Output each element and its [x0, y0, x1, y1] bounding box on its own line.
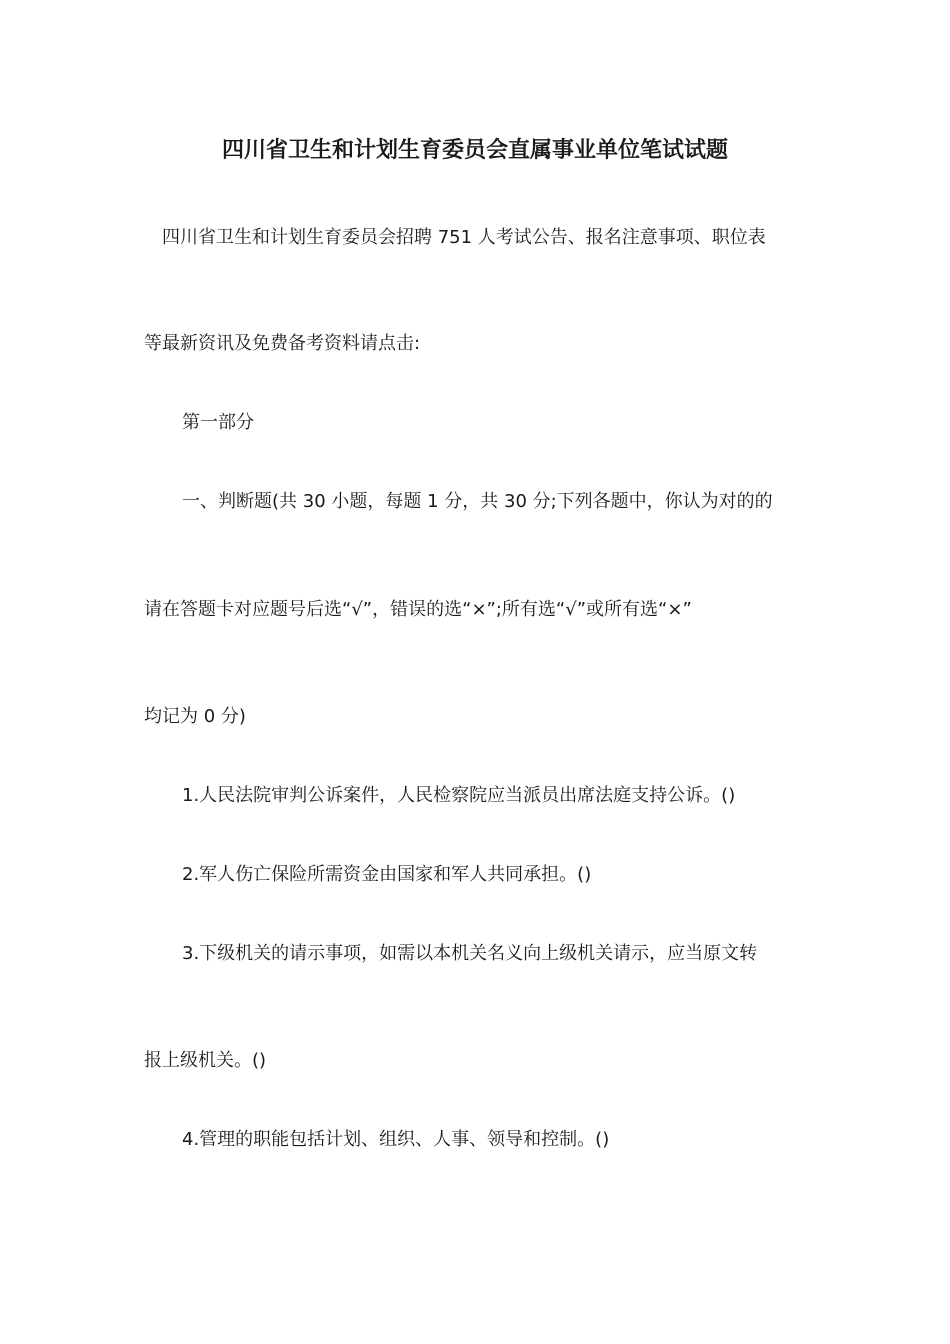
paragraph-line-3: 一、判断题(共 30 小题，每题 1 分，共 30 分;下列各题中，你认为对的的	[182, 491, 773, 512]
document-title: 四川省卫生和计划生育委员会直属事业单位笔试试题	[221, 138, 728, 163]
paragraph-line-4: 请在答题卡对应题号后选“√”，错误的选“×”;所有选“√”或所有选“×”	[144, 599, 692, 620]
question-3: 3.下级机关的请示事项，如需以本机关名义向上级机关请示，应当原文转	[182, 943, 758, 964]
section-heading: 第一部分	[182, 412, 254, 433]
question-3-continued: 报上级机关。()	[144, 1050, 267, 1071]
paragraph-line-1: 四川省卫生和计划生育委员会招聘 751 人考试公告、报名注意事项、职位表	[162, 227, 766, 248]
question-1: 1.人民法院审判公诉案件，人民检察院应当派员出席法庭支持公诉。()	[182, 785, 736, 806]
question-4: 4.管理的职能包括计划、组织、人事、领导和控制。()	[182, 1129, 610, 1150]
paragraph-line-2: 等最新资讯及免费备考资料请点击:	[144, 333, 421, 354]
paragraph-line-5: 均记为 0 分)	[144, 706, 246, 727]
question-2: 2.军人伤亡保险所需资金由国家和军人共同承担。()	[182, 864, 592, 885]
